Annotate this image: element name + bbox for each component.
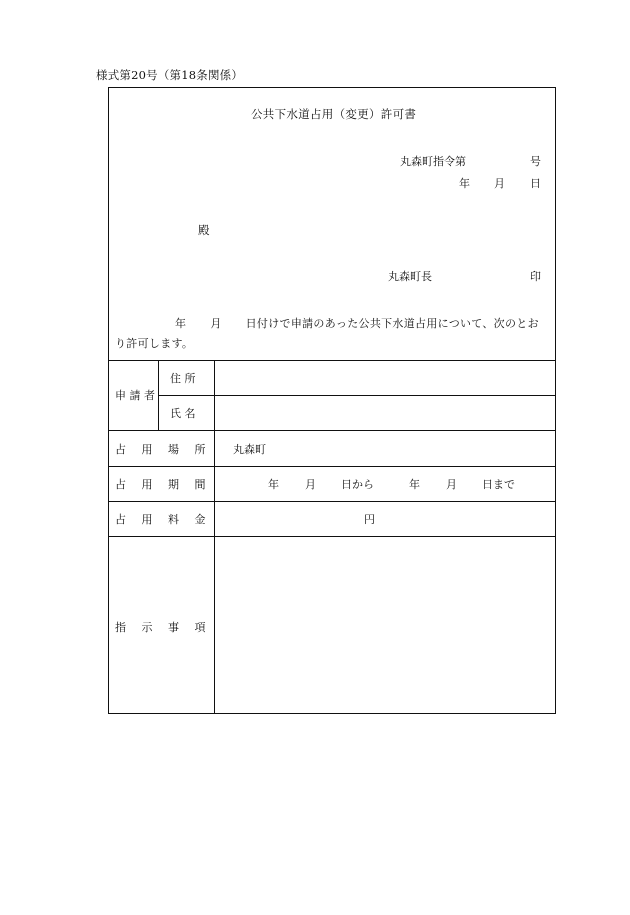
period-to-day: 日まで xyxy=(482,478,515,491)
table-rule xyxy=(214,360,215,713)
fee-unit: 円 xyxy=(364,513,375,526)
address-label: 住 所 xyxy=(170,372,196,385)
period-to-month: 月 xyxy=(446,478,457,491)
table-rule xyxy=(158,360,159,430)
form-number-label: 様式第20号（第18条関係） xyxy=(96,68,244,82)
statement-year: 年 xyxy=(175,317,187,330)
permit-document-frame xyxy=(108,87,556,714)
period-from-day: 日から xyxy=(341,478,374,491)
fee-label: 占 用 料 金 xyxy=(115,513,212,526)
name-label: 氏 名 xyxy=(170,407,196,420)
table-rule xyxy=(109,360,555,361)
table-rule xyxy=(109,466,555,467)
table-rule xyxy=(109,501,555,502)
table-rule xyxy=(158,395,555,396)
issuer-title: 丸森町長 xyxy=(388,270,432,283)
seal-mark: 印 xyxy=(530,270,541,283)
location-value: 丸森町 xyxy=(233,443,266,456)
period-label: 占 用 期 間 xyxy=(115,478,212,491)
table-rule xyxy=(109,430,555,431)
directive-number-prefix: 丸森町指令第 xyxy=(400,155,466,168)
period-from-month: 月 xyxy=(305,478,316,491)
issue-date-day: 日 xyxy=(530,177,541,190)
permit-statement xyxy=(115,314,551,354)
period-to-year: 年 xyxy=(409,478,420,491)
directive-number-suffix: 号 xyxy=(530,155,541,168)
statement-line2: り許可します。 xyxy=(115,337,194,350)
applicant-label: 申 請 者 xyxy=(115,389,155,402)
document-title: 公共下水道占用（変更）許可書 xyxy=(251,107,417,121)
addressee-honorific: 殿 xyxy=(198,223,210,237)
statement-month: 月 xyxy=(210,317,222,330)
statement-line1: 日付けで申請のあった公共下水道占用について、次のとお xyxy=(245,317,539,330)
issue-date-month: 月 xyxy=(494,177,505,190)
table-rule xyxy=(109,536,555,537)
issue-date-year: 年 xyxy=(459,177,470,190)
location-label: 占 用 場 所 xyxy=(115,443,212,456)
period-from-year: 年 xyxy=(268,478,279,491)
instructions-label: 指 示 事 項 xyxy=(115,621,212,634)
